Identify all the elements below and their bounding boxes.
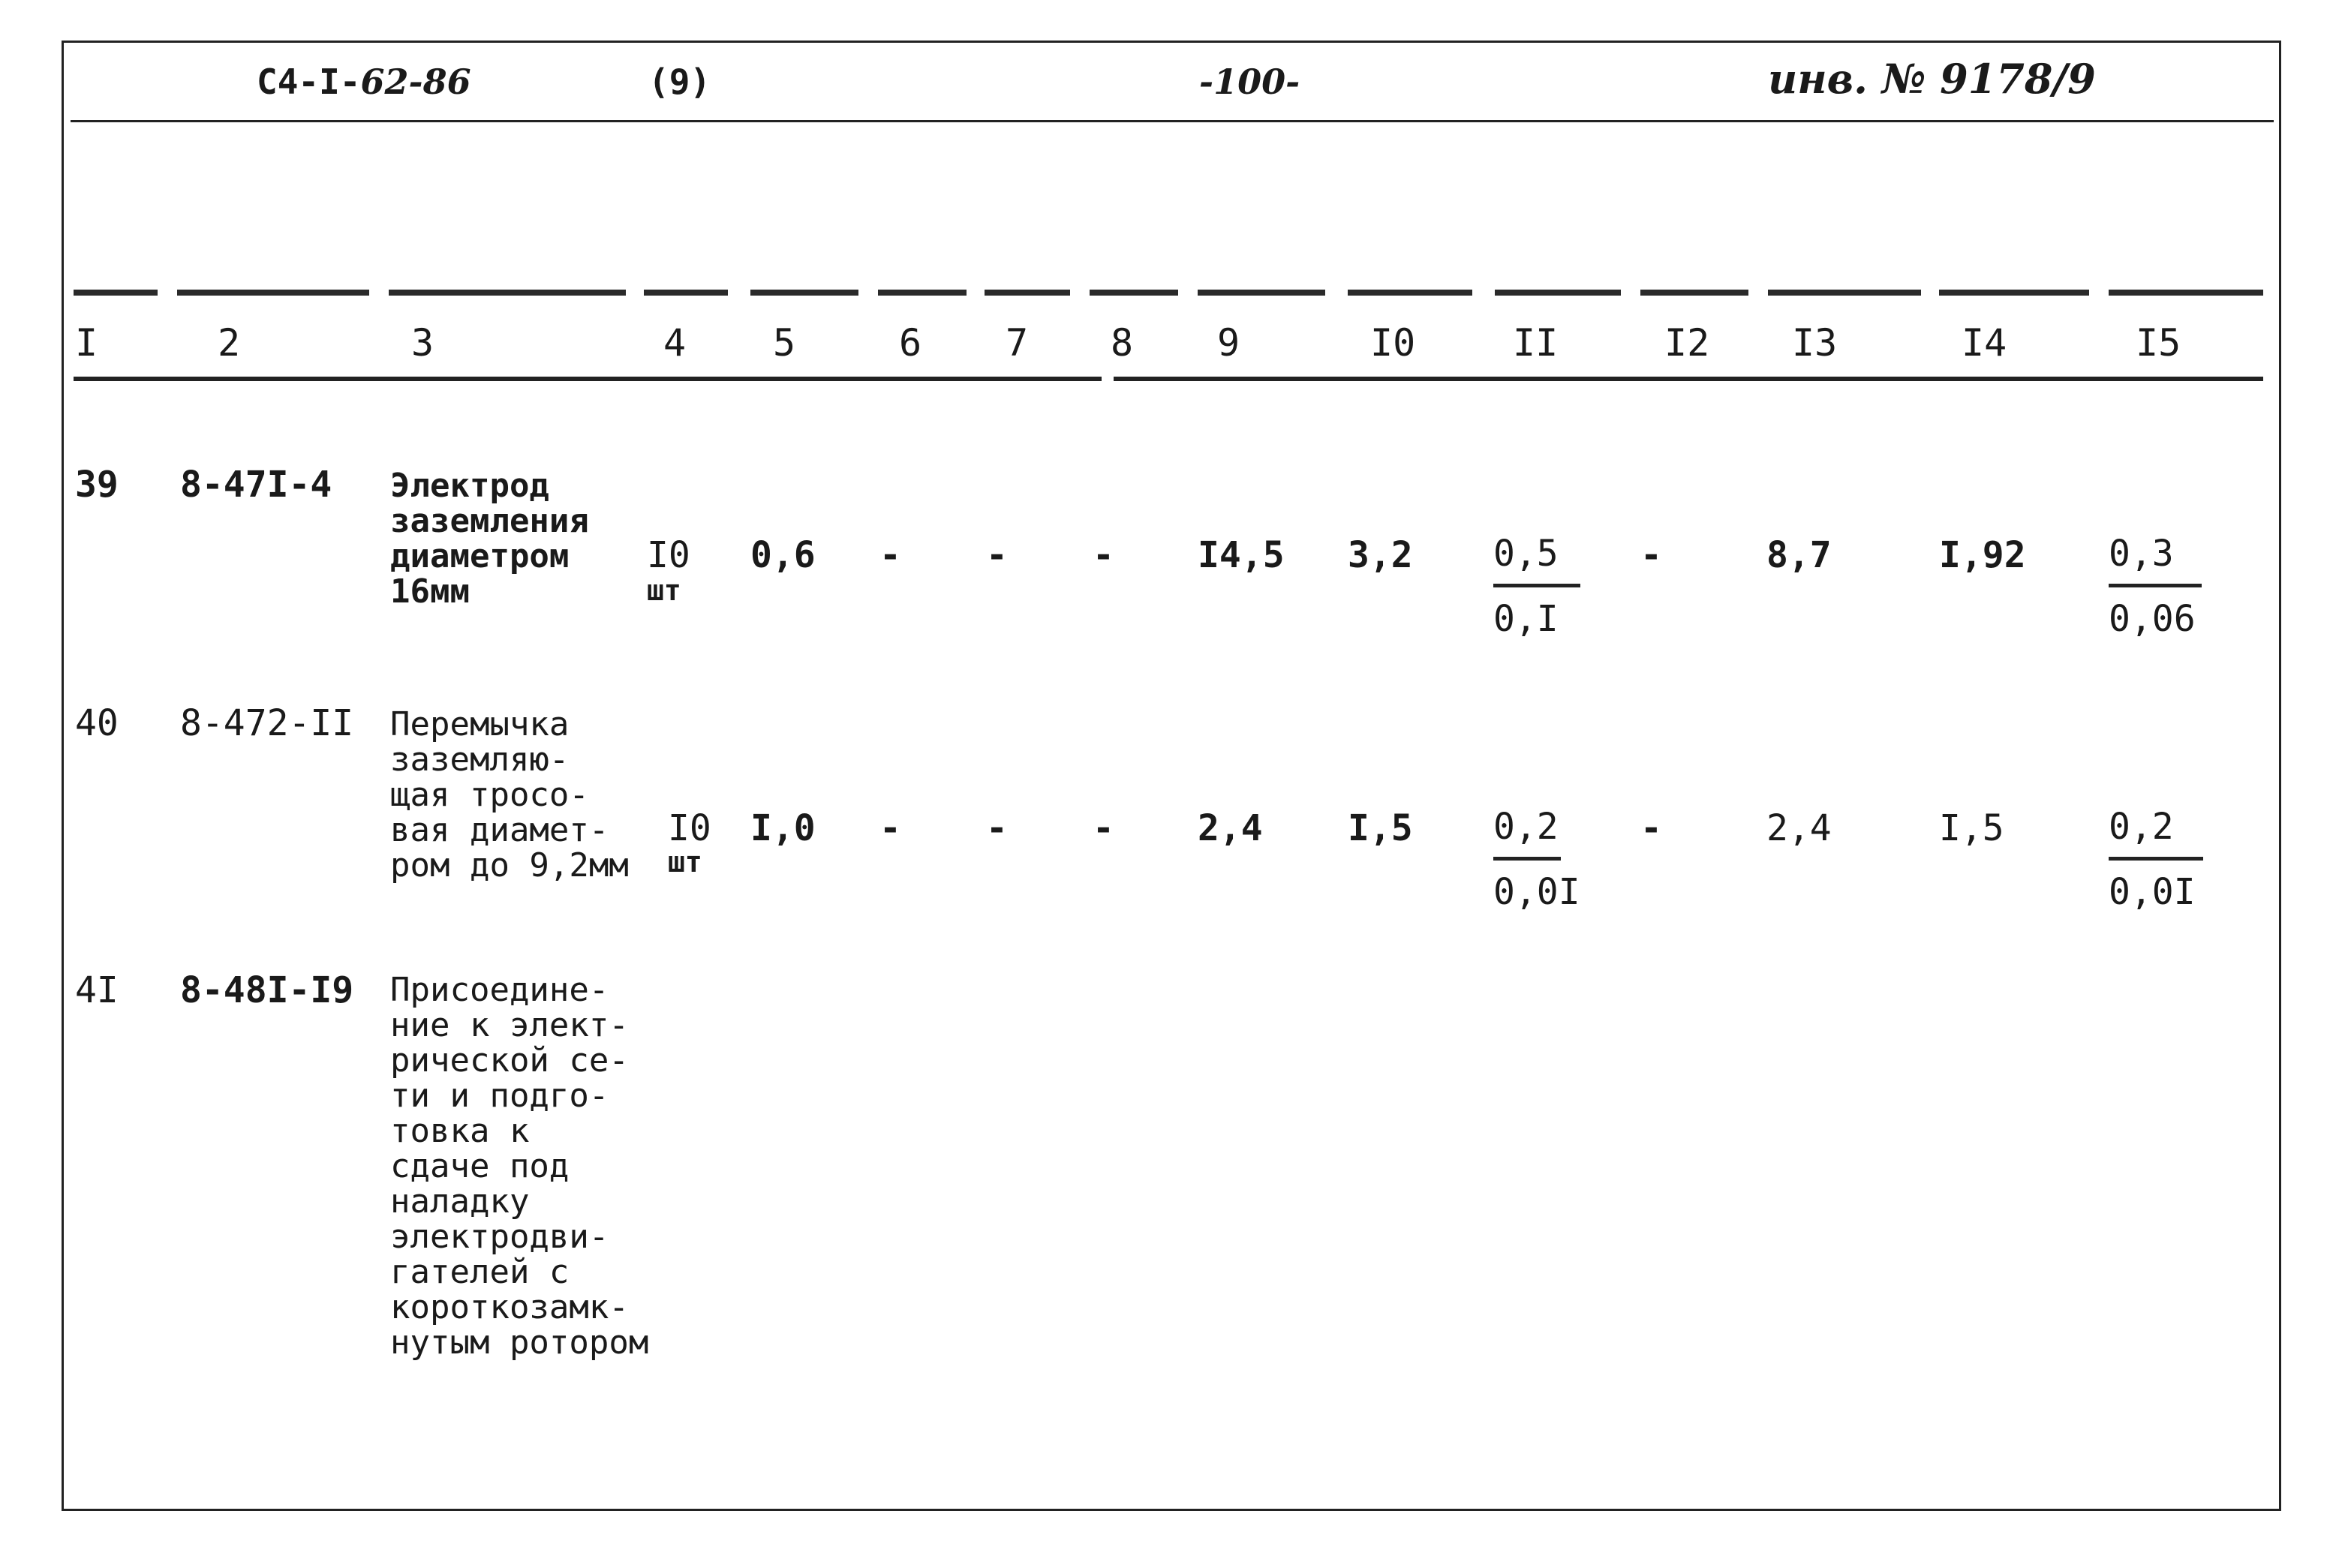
cell-col-5: I,0: [750, 807, 816, 849]
column-number: II: [1513, 321, 1559, 365]
column-number: 9: [1217, 321, 1240, 365]
column-number: I5: [2136, 321, 2181, 365]
cell-col-9: 2,4: [1198, 807, 1263, 849]
column-number: 3: [411, 321, 434, 365]
row-number: 39: [75, 464, 119, 506]
dash-segment: [1768, 290, 1921, 296]
unit: шт: [647, 574, 681, 607]
quantity: I0: [647, 534, 690, 576]
cell-col-13: 8,7: [1766, 534, 1832, 576]
doc-code-prefix: С4-I-: [257, 62, 361, 102]
column-header-rule: [1114, 377, 2263, 381]
row-number: 4I: [75, 969, 119, 1011]
row-number: 40: [75, 702, 119, 744]
cell-col-6: -: [879, 807, 901, 849]
fraction-denominator: 0,0I: [2109, 871, 2196, 913]
norm-code: 8-47I-4: [180, 464, 332, 506]
cell-col-5: 0,6: [750, 534, 816, 576]
column-number: I2: [1664, 321, 1710, 365]
dash-segment: [750, 290, 858, 296]
column-number: 4: [663, 321, 687, 365]
dash-segment: [74, 290, 158, 296]
work-description: Перемычка заземляю- щая тросо- вая диамет- ром до 9,2мм: [390, 705, 629, 885]
cell-col-6: -: [879, 534, 901, 576]
doc-code-suffix: 62-86: [360, 62, 471, 102]
fraction-numerator: 0,2: [2109, 806, 2203, 861]
cell-col-9: I4,5: [1198, 534, 1285, 576]
inventory-number: инв. № 9178/9: [1768, 55, 2096, 103]
dash-segment: [1640, 290, 1748, 296]
cell-col-15-fraction: [2109, 806, 2203, 913]
part-number: (9): [648, 62, 711, 102]
work-description: Электрод заземления диаметром 16мм: [390, 467, 589, 611]
unit: шт: [668, 846, 702, 879]
dash-segment: [389, 290, 626, 296]
dash-segment: [1090, 290, 1178, 296]
fraction-denominator: 0,I: [1493, 598, 1559, 640]
dash-segment: [177, 290, 369, 296]
norm-code: 8-472-II: [180, 702, 354, 744]
dash-segment: [644, 290, 728, 296]
cell-col-10: I,5: [1348, 807, 1413, 849]
cell-col-15-fraction: [2109, 533, 2202, 640]
column-number: 2: [218, 321, 241, 365]
work-description: Присоедине- ние к элект- рической се- ти и подго- товка к сдаче под наладку электродви- гателей с короткозамк- нутым ротором: [390, 971, 649, 1362]
cell-col-11-fraction: [1493, 806, 1580, 913]
cell-col-12: -: [1640, 807, 1662, 849]
column-number: 7: [1006, 321, 1029, 365]
column-number: 5: [773, 321, 796, 365]
cell-col-8: -: [1093, 534, 1114, 576]
fraction-numerator: 0,3: [2109, 533, 2202, 587]
norm-code: 8-48I-I9: [180, 969, 354, 1011]
dash-segment: [1348, 290, 1472, 296]
dash-segment: [1939, 290, 2089, 296]
cell-col-8: -: [1093, 807, 1114, 849]
cell-col-7: -: [986, 534, 1008, 576]
quantity: I0: [668, 807, 711, 849]
cell-col-7: -: [986, 807, 1008, 849]
dash-segment: [1495, 290, 1621, 296]
fraction-denominator: 0,0I: [1493, 871, 1580, 913]
dash-segment: [1198, 290, 1325, 296]
fraction-numerator: 0,2: [1493, 806, 1561, 861]
cell-col-11-fraction: [1493, 533, 1580, 640]
column-number: I0: [1370, 321, 1416, 365]
header-rule: [71, 120, 2274, 122]
fraction-numerator: 0,5: [1493, 533, 1580, 587]
page-number: -100-: [1199, 62, 1300, 102]
dash-segment: [878, 290, 967, 296]
cell-col-12: -: [1640, 534, 1662, 576]
cell-col-13: 2,4: [1766, 807, 1832, 849]
cell-col-10: 3,2: [1348, 534, 1413, 576]
dash-segment: [985, 290, 1070, 296]
dash-segment: [2109, 290, 2263, 296]
column-number: 6: [899, 321, 922, 365]
column-number: I4: [1962, 321, 2007, 365]
fraction-denominator: 0,06: [2109, 598, 2196, 640]
doc-code: [257, 62, 471, 102]
column-header-rule: [74, 377, 1102, 381]
cell-col-14: I,5: [1939, 807, 2004, 849]
column-number: 8: [1111, 321, 1134, 365]
column-number: I: [75, 321, 98, 365]
column-number: I3: [1792, 321, 1838, 365]
cell-col-14: I,92: [1939, 534, 2026, 576]
